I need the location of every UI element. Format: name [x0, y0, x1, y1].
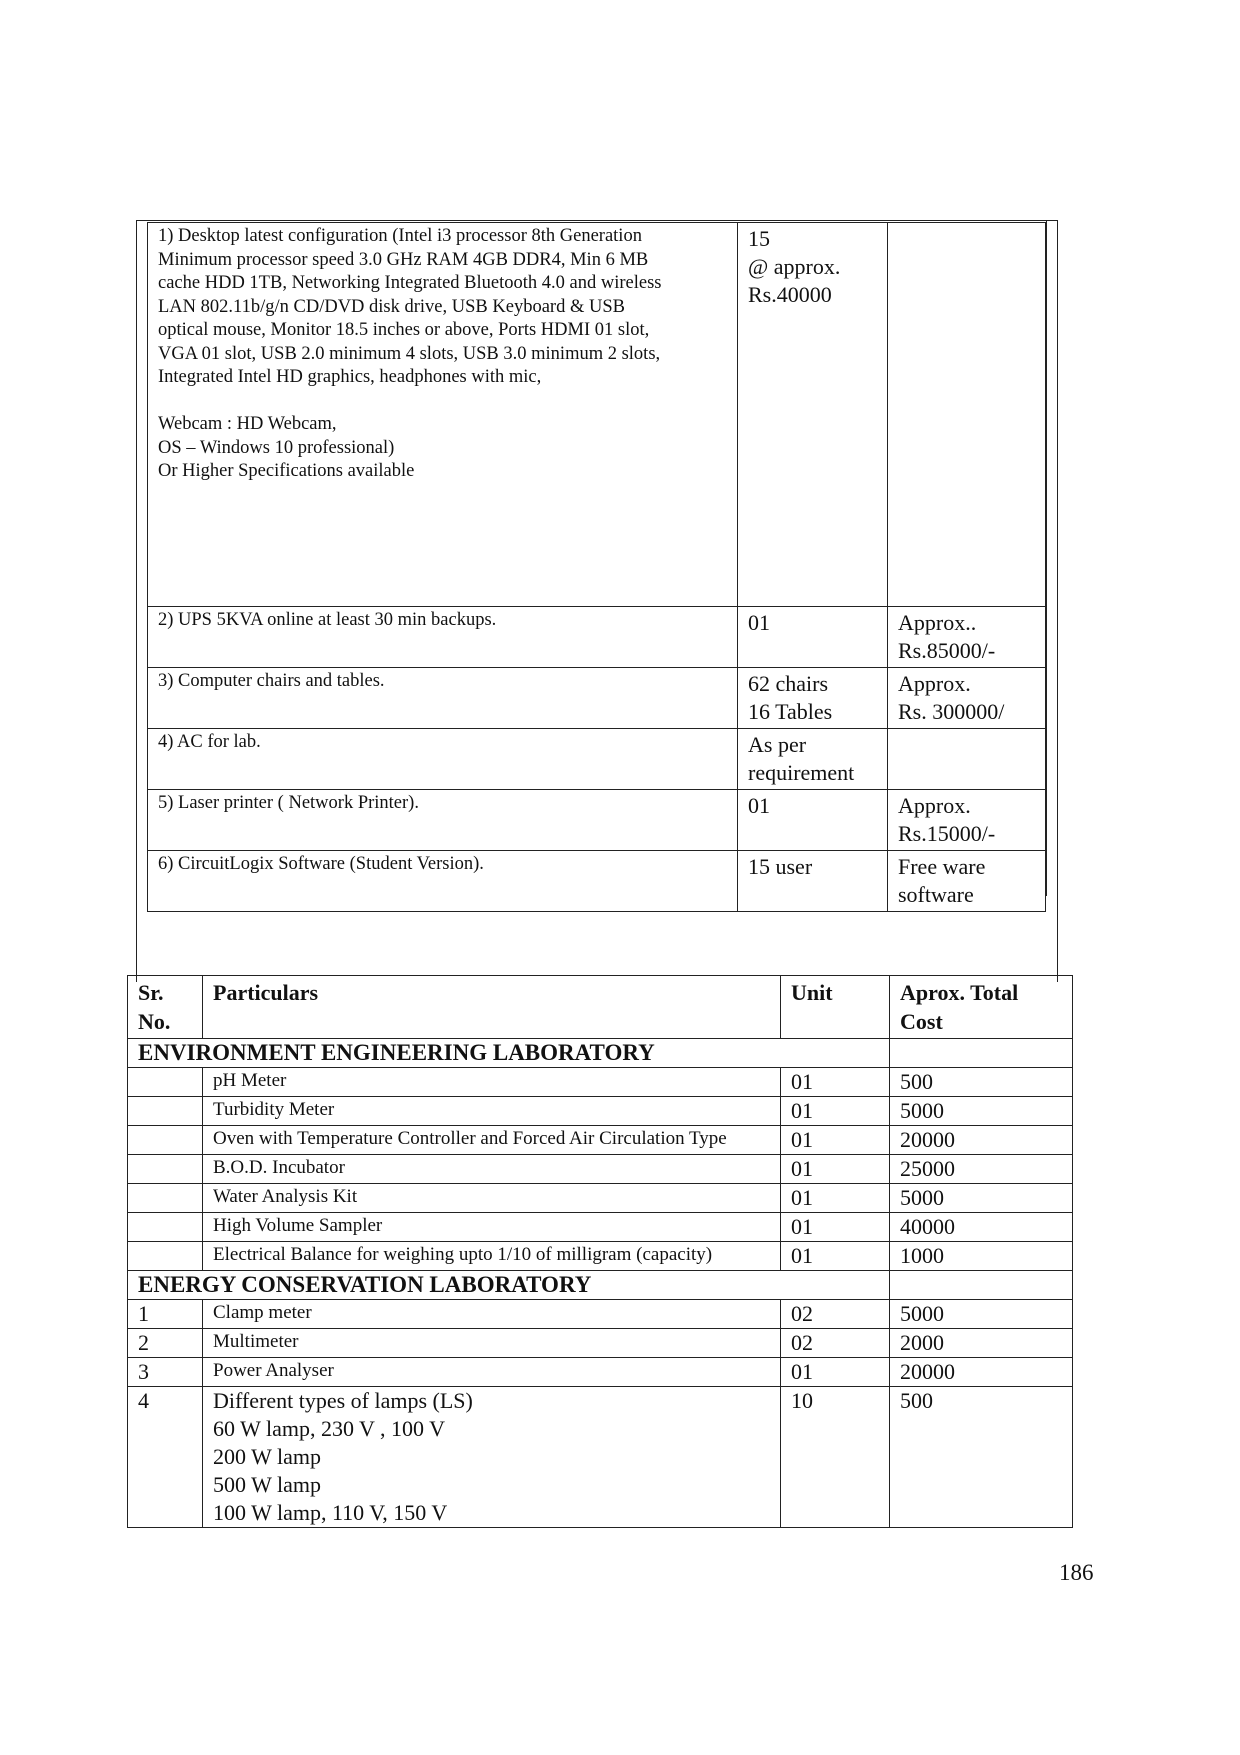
equipment-quantity: 01 — [738, 607, 888, 668]
cost-cell: 500 — [890, 1387, 1073, 1528]
unit-cell: 01 — [781, 1184, 890, 1213]
particulars-cell: Power Analyser — [203, 1358, 781, 1387]
cost-cell: 40000 — [890, 1213, 1073, 1242]
equipment-row — [148, 668, 1046, 729]
equipment-quantity: 01 — [738, 790, 888, 851]
particulars-cell: Electrical Balance for weighing upto 1/10 of milligram (capacity) — [203, 1242, 781, 1271]
equipment-cost — [888, 223, 1046, 607]
unit-cell: 01 — [781, 1155, 890, 1184]
equipment-description: 1) Desktop latest configuration (Intel i3 processor 8th Generation Minimum processor speed 3.0 GHz RAM 4GB DDR4, Min 6 MB cache HDD 1TB, Networking Integrated Bluetooth 4.0 and wireless LAN 802.11b/g/n CD/DVD disk drive, USB Keyboard & USB optical mouse, Monitor 18.5 inches or above, Ports HDMI 01 slot, VGA 01 slot, USB 2.0 minimum 4 slots, USB 3.0 minimum 2 slots, Integrated Intel HD graphics, headphones with mic, Webcam : HD Webcam, OS – Windows 10 professional) Or Higher Specifications available — [148, 223, 738, 607]
table-row — [128, 1097, 1073, 1126]
table-row — [128, 1242, 1073, 1271]
unit-cell: 01 — [781, 1213, 890, 1242]
sr-cell — [128, 1184, 203, 1213]
unit-cell: 02 — [781, 1329, 890, 1358]
particulars-cell: High Volume Sampler — [203, 1213, 781, 1242]
table-row — [128, 1213, 1073, 1242]
table-header-row — [128, 976, 1073, 1039]
sr-cell — [128, 1068, 203, 1097]
frame-divider — [1046, 221, 1047, 896]
equipment-cost: Free ware software — [888, 851, 1046, 912]
equipment-description: 4) AC for lab. — [148, 729, 738, 790]
sr-cell — [128, 1155, 203, 1184]
equipment-cost: Approx.. Rs.85000/- — [888, 607, 1046, 668]
equipment-quantity: 15 @ approx. Rs.40000 — [738, 223, 888, 607]
lab-cost-table — [127, 975, 1073, 1528]
page-number: 186 — [1059, 1560, 1094, 1585]
section-cost-blank — [890, 1039, 1073, 1068]
equipment-row — [148, 223, 1046, 607]
equipment-description: 3) Computer chairs and tables. — [148, 668, 738, 729]
particulars-cell: pH Meter — [203, 1068, 781, 1097]
cost-cell: 500 — [890, 1068, 1073, 1097]
cost-cell: 20000 — [890, 1358, 1073, 1387]
particulars-cell: Water Analysis Kit — [203, 1184, 781, 1213]
unit-cell: 01 — [781, 1126, 890, 1155]
equipment-quantity: 62 chairs 16 Tables — [738, 668, 888, 729]
table-row — [128, 1068, 1073, 1097]
unit-cell: 01 — [781, 1358, 890, 1387]
cost-cell: 5000 — [890, 1300, 1073, 1329]
cost-cell: 20000 — [890, 1126, 1073, 1155]
table-row — [128, 1358, 1073, 1387]
unit-cell: 01 — [781, 1097, 890, 1126]
sr-cell: 2 — [128, 1329, 203, 1358]
equipment-row — [148, 790, 1046, 851]
equipment-cost — [888, 729, 1046, 790]
section-cost-blank — [890, 1271, 1073, 1300]
unit-cell: 02 — [781, 1300, 890, 1329]
equipment-quantity: As per requirement — [738, 729, 888, 790]
table-row — [128, 1329, 1073, 1358]
sr-cell: 1 — [128, 1300, 203, 1329]
header-sr-no: Sr. No. — [128, 976, 203, 1039]
equipment-cost: Approx. Rs. 300000/ — [888, 668, 1046, 729]
equipment-row — [148, 607, 1046, 668]
cost-cell: 1000 — [890, 1242, 1073, 1271]
particulars-cell: B.O.D. Incubator — [203, 1155, 781, 1184]
equipment-quantity: 15 user — [738, 851, 888, 912]
particulars-cell: Clamp meter — [203, 1300, 781, 1329]
equipment-row — [148, 851, 1046, 912]
table-row — [128, 1300, 1073, 1329]
unit-cell: 01 — [781, 1068, 890, 1097]
header-cost: Aprox. Total Cost — [890, 976, 1073, 1039]
unit-cell: 01 — [781, 1242, 890, 1271]
sr-cell — [128, 1213, 203, 1242]
section-row — [128, 1271, 1073, 1300]
equipment-description: 6) CircuitLogix Software (Student Version). — [148, 851, 738, 912]
section-title-environment: ENVIRONMENT ENGINEERING LABORATORY — [128, 1039, 890, 1068]
sr-cell: 3 — [128, 1358, 203, 1387]
particulars-cell: Turbidity Meter — [203, 1097, 781, 1126]
section-title-energy: ENERGY CONSERVATION LABORATORY — [128, 1271, 890, 1300]
particulars-cell: Different types of lamps (LS) 60 W lamp, 230 V , 100 V 200 W lamp 500 W lamp 100 W lamp, 110 V, 150 V — [203, 1387, 781, 1528]
cost-cell: 25000 — [890, 1155, 1073, 1184]
cost-cell: 5000 — [890, 1184, 1073, 1213]
header-unit: Unit — [781, 976, 890, 1039]
header-particulars: Particulars — [203, 976, 781, 1039]
section-row — [128, 1039, 1073, 1068]
sr-cell — [128, 1242, 203, 1271]
equipment-table — [147, 222, 1046, 912]
cost-cell: 5000 — [890, 1097, 1073, 1126]
sr-cell: 4 — [128, 1387, 203, 1528]
sr-cell — [128, 1126, 203, 1155]
table-row — [128, 1126, 1073, 1155]
particulars-cell: Multimeter — [203, 1329, 781, 1358]
equipment-description: 2) UPS 5KVA online at least 30 min backups. — [148, 607, 738, 668]
particulars-cell: Oven with Temperature Controller and Forced Air Circulation Type — [203, 1126, 781, 1155]
table-row — [128, 1155, 1073, 1184]
equipment-cost: Approx. Rs.15000/- — [888, 790, 1046, 851]
cost-cell: 2000 — [890, 1329, 1073, 1358]
equipment-row — [148, 729, 1046, 790]
unit-cell: 10 — [781, 1387, 890, 1528]
equipment-description: 5) Laser printer ( Network Printer). — [148, 790, 738, 851]
table-row — [128, 1184, 1073, 1213]
table-row — [128, 1387, 1073, 1528]
sr-cell — [128, 1097, 203, 1126]
